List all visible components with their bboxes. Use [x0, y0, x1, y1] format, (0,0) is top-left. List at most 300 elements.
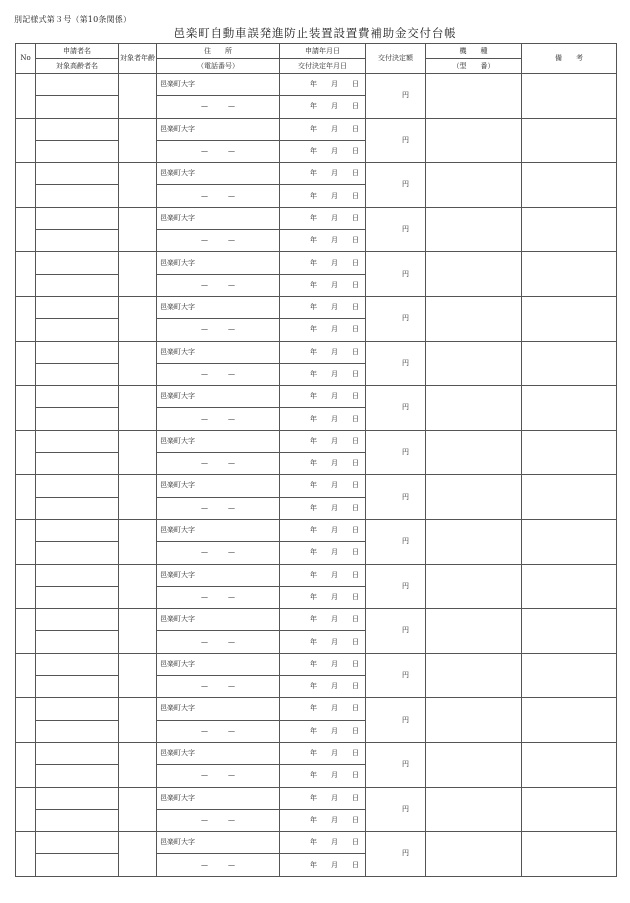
decision-date-cell[interactable] — [280, 809, 366, 831]
address-prefix: 邑楽町大字 — [160, 615, 195, 624]
target-age-cell[interactable] — [119, 252, 157, 297]
ledger-entry — [16, 609, 617, 631]
phone-cell[interactable] — [157, 720, 280, 742]
month-label: 月 — [331, 258, 338, 267]
remarks-cell[interactable] — [522, 118, 617, 163]
address-prefix: 邑楽町大字 — [160, 303, 195, 312]
ledger-entry — [16, 296, 617, 318]
day-label: 日 — [352, 704, 359, 713]
phone-dash: — — [228, 503, 235, 512]
model-cell[interactable] — [426, 698, 522, 743]
document-title: 邑楽町自動車誤発進防止装置設置費補助金交付台帳 — [173, 26, 457, 40]
model-cell[interactable] — [426, 430, 522, 475]
phone-cell[interactable] — [157, 586, 280, 608]
applicant-name-cell[interactable] — [36, 207, 119, 229]
address-cell[interactable] — [157, 787, 280, 809]
decision-date-cell[interactable] — [280, 631, 366, 653]
ledger-entry — [16, 564, 617, 586]
decision-amount-cell[interactable] — [366, 609, 426, 654]
month-label: 月 — [331, 325, 338, 334]
address-cell[interactable] — [157, 386, 280, 408]
day-label: 日 — [352, 191, 359, 200]
remarks-cell[interactable] — [522, 698, 617, 743]
model-cell[interactable] — [426, 742, 522, 787]
address-prefix: 邑楽町大字 — [160, 659, 195, 668]
target-age-cell[interactable] — [119, 118, 157, 163]
remarks-cell[interactable] — [522, 341, 617, 386]
phone-cell[interactable] — [157, 408, 280, 430]
ledger-entry — [16, 742, 617, 764]
model-cell[interactable] — [426, 296, 522, 341]
phone-cell[interactable] — [157, 542, 280, 564]
target-elder-name-cell[interactable] — [36, 586, 119, 608]
remarks-cell[interactable] — [522, 609, 617, 654]
year-label: 年 — [310, 436, 317, 445]
decision-amount-cell[interactable] — [366, 742, 426, 787]
remarks-cell[interactable] — [522, 564, 617, 609]
month-label: 月 — [331, 303, 338, 312]
application-date-cell[interactable] — [280, 609, 366, 631]
applicant-name-cell[interactable] — [36, 475, 119, 497]
decision-date-cell[interactable] — [280, 854, 366, 876]
entry-no-cell[interactable] — [16, 163, 36, 208]
month-label: 月 — [331, 749, 338, 758]
decision-date-cell[interactable] — [280, 720, 366, 742]
target-elder-name-cell[interactable] — [36, 676, 119, 698]
decision-amount-cell[interactable] — [366, 74, 426, 119]
year-label: 年 — [310, 637, 317, 646]
year-label: 年 — [310, 80, 317, 89]
phone-cell[interactable] — [157, 230, 280, 252]
year-label: 年 — [310, 414, 317, 423]
entry-no-cell[interactable] — [16, 430, 36, 475]
target-age-cell[interactable] — [119, 698, 157, 743]
model-cell[interactable] — [426, 386, 522, 431]
decision-date-cell[interactable] — [280, 140, 366, 162]
ledger-entry — [16, 519, 617, 541]
address-prefix: 邑楽町大字 — [160, 80, 195, 89]
day-label: 日 — [352, 414, 359, 423]
application-date-cell[interactable] — [280, 207, 366, 229]
month-label: 月 — [331, 191, 338, 200]
target-age-cell[interactable] — [119, 519, 157, 564]
entry-no-cell[interactable] — [16, 787, 36, 832]
month-label: 月 — [331, 503, 338, 512]
application-date-cell[interactable] — [280, 653, 366, 675]
yen-label: 円 — [402, 849, 409, 858]
year-label: 年 — [310, 771, 317, 780]
address-prefix: 邑楽町大字 — [160, 124, 195, 133]
year-label: 年 — [310, 102, 317, 111]
decision-date-cell[interactable] — [280, 586, 366, 608]
yen-label: 円 — [402, 537, 409, 546]
entry-no-cell[interactable] — [16, 564, 36, 609]
address-cell[interactable] — [157, 519, 280, 541]
application-date-cell[interactable] — [280, 698, 366, 720]
applicant-name-cell[interactable] — [36, 430, 119, 452]
remarks-cell[interactable] — [522, 742, 617, 787]
day-label: 日 — [352, 815, 359, 824]
decision-amount-cell[interactable] — [366, 430, 426, 475]
address-cell[interactable] — [157, 564, 280, 586]
phone-cell[interactable] — [157, 185, 280, 207]
day-label: 日 — [352, 793, 359, 802]
decision-amount-cell[interactable] — [366, 341, 426, 386]
target-elder-name-cell[interactable] — [36, 408, 119, 430]
phone-cell[interactable] — [157, 631, 280, 653]
day-label: 日 — [352, 236, 359, 245]
model-cell[interactable] — [426, 653, 522, 698]
applicant-name-cell[interactable] — [36, 296, 119, 318]
target-elder-name-cell[interactable] — [36, 96, 119, 118]
decision-amount-cell[interactable] — [366, 653, 426, 698]
target-age-cell[interactable] — [119, 163, 157, 208]
entry-no-cell[interactable] — [16, 742, 36, 787]
month-label: 月 — [331, 370, 338, 378]
application-date-cell[interactable] — [280, 832, 366, 854]
target-age-cell[interactable] — [119, 653, 157, 698]
application-date-cell[interactable] — [280, 341, 366, 363]
entry-no-cell[interactable] — [16, 653, 36, 698]
yen-label: 円 — [402, 760, 409, 769]
month-label: 月 — [331, 704, 338, 713]
address-cell[interactable] — [157, 430, 280, 452]
address-prefix: 邑楽町大字 — [160, 793, 195, 802]
day-label: 日 — [352, 147, 359, 156]
ledger-entry — [16, 207, 617, 229]
model-cell[interactable] — [426, 163, 522, 208]
decision-date-cell[interactable] — [280, 497, 366, 519]
address-cell[interactable] — [157, 252, 280, 274]
applicant-name-cell[interactable] — [36, 252, 119, 274]
year-label: 年 — [310, 570, 317, 579]
address-cell[interactable] — [157, 475, 280, 497]
address-cell[interactable] — [157, 296, 280, 318]
phone-dash: — — [201, 147, 208, 156]
application-date-cell[interactable] — [280, 475, 366, 497]
applicant-name-cell[interactable] — [36, 519, 119, 541]
subsidy-ledger-table — [15, 43, 617, 877]
address-prefix: 邑楽町大字 — [160, 570, 195, 579]
address-cell[interactable] — [157, 207, 280, 229]
address-cell[interactable] — [157, 118, 280, 140]
remarks-cell[interactable] — [522, 207, 617, 252]
address-cell[interactable] — [157, 653, 280, 675]
entry-no-cell[interactable] — [16, 207, 36, 252]
target-elder-name-cell[interactable] — [36, 274, 119, 296]
day-label: 日 — [352, 213, 359, 222]
day-label: 日 — [352, 570, 359, 579]
entry-no-cell[interactable] — [16, 118, 36, 163]
application-date-cell[interactable] — [280, 742, 366, 764]
phone-cell[interactable] — [157, 765, 280, 787]
yen-label: 円 — [402, 180, 409, 189]
decision-date-cell[interactable] — [280, 676, 366, 698]
applicant-name-cell[interactable] — [36, 653, 119, 675]
application-date-cell[interactable] — [280, 74, 366, 96]
day-label: 日 — [352, 749, 359, 758]
target-elder-name-cell[interactable] — [36, 854, 119, 876]
entry-no-cell[interactable] — [16, 252, 36, 297]
model-cell[interactable] — [426, 609, 522, 654]
target-elder-name-cell[interactable] — [36, 319, 119, 341]
month-label: 月 — [331, 815, 338, 824]
decision-date-cell[interactable] — [280, 319, 366, 341]
day-label: 日 — [352, 392, 359, 401]
remarks-cell[interactable] — [522, 74, 617, 119]
remarks-cell[interactable] — [522, 475, 617, 520]
address-cell[interactable] — [157, 341, 280, 363]
yen-label: 円 — [402, 804, 409, 813]
model-cell[interactable] — [426, 832, 522, 877]
header-decision-amount: 交付決定額 — [366, 44, 426, 74]
application-date-cell[interactable] — [280, 118, 366, 140]
entry-no-cell[interactable] — [16, 74, 36, 119]
address-prefix: 邑楽町大字 — [160, 838, 195, 847]
yen-label: 円 — [402, 358, 409, 367]
phone-cell[interactable] — [157, 96, 280, 118]
header-address: 住 所 — [157, 44, 280, 59]
phone-cell[interactable] — [157, 854, 280, 876]
entry-no-cell[interactable] — [16, 341, 36, 386]
application-date-cell[interactable] — [280, 564, 366, 586]
phone-dash: — — [201, 726, 208, 735]
ledger-entry — [16, 341, 617, 363]
ledger-entry — [16, 386, 617, 408]
model-cell[interactable] — [426, 787, 522, 832]
decision-date-cell[interactable] — [280, 542, 366, 564]
decision-amount-cell[interactable] — [366, 252, 426, 297]
decision-date-cell[interactable] — [280, 185, 366, 207]
target-age-cell[interactable] — [119, 207, 157, 252]
phone-dash: — — [201, 414, 208, 423]
entry-no-cell[interactable] — [16, 475, 36, 520]
address-cell[interactable] — [157, 609, 280, 631]
entry-no-cell[interactable] — [16, 296, 36, 341]
address-cell[interactable] — [157, 163, 280, 185]
phone-cell[interactable] — [157, 363, 280, 385]
decision-date-cell[interactable] — [280, 96, 366, 118]
ledger-entry — [16, 252, 617, 274]
applicant-name-cell[interactable] — [36, 564, 119, 586]
decision-amount-cell[interactable] — [366, 163, 426, 208]
yen-label: 円 — [402, 403, 409, 412]
decision-amount-cell[interactable] — [366, 296, 426, 341]
phone-dash: — — [201, 548, 208, 557]
phone-dash: — — [228, 191, 235, 200]
target-age-cell[interactable] — [119, 564, 157, 609]
model-cell[interactable] — [426, 341, 522, 386]
target-age-cell[interactable] — [119, 475, 157, 520]
model-cell[interactable] — [426, 564, 522, 609]
year-label: 年 — [310, 124, 317, 133]
month-label: 月 — [331, 102, 338, 111]
address-prefix: 邑楽町大字 — [160, 169, 195, 178]
remarks-cell[interactable] — [522, 163, 617, 208]
year-label: 年 — [310, 749, 317, 758]
entry-no-cell[interactable] — [16, 609, 36, 654]
target-elder-name-cell[interactable] — [36, 809, 119, 831]
target-elder-name-cell[interactable] — [36, 230, 119, 252]
phone-dash: — — [201, 860, 208, 869]
target-elder-name-cell[interactable] — [36, 497, 119, 519]
day-label: 日 — [352, 615, 359, 624]
target-elder-name-cell[interactable] — [36, 363, 119, 385]
phone-dash: — — [201, 191, 208, 200]
year-label: 年 — [310, 481, 317, 490]
target-elder-name-cell[interactable] — [36, 453, 119, 475]
entry-no-cell[interactable] — [16, 698, 36, 743]
decision-date-cell[interactable] — [280, 363, 366, 385]
decision-amount-cell[interactable] — [366, 386, 426, 431]
applicant-name-cell[interactable] — [36, 163, 119, 185]
target-age-cell[interactable] — [119, 430, 157, 475]
phone-cell[interactable] — [157, 809, 280, 831]
phone-dash: — — [201, 592, 208, 601]
year-label: 年 — [310, 704, 317, 713]
phone-dash: — — [228, 771, 235, 780]
target-elder-name-cell[interactable] — [36, 631, 119, 653]
target-age-cell[interactable] — [119, 787, 157, 832]
month-label: 月 — [331, 570, 338, 579]
model-cell[interactable] — [426, 207, 522, 252]
header-phone: （電話番号） — [157, 59, 280, 74]
address-cell[interactable] — [157, 698, 280, 720]
entry-no-cell[interactable] — [16, 832, 36, 877]
day-label: 日 — [352, 771, 359, 780]
year-label: 年 — [310, 615, 317, 624]
applicant-name-cell[interactable] — [36, 74, 119, 96]
month-label: 月 — [331, 771, 338, 780]
target-age-cell[interactable] — [119, 386, 157, 431]
applicant-name-cell[interactable] — [36, 386, 119, 408]
year-label: 年 — [310, 147, 317, 156]
decision-amount-cell[interactable] — [366, 118, 426, 163]
phone-cell[interactable] — [157, 274, 280, 296]
day-label: 日 — [352, 370, 359, 378]
application-date-cell[interactable] — [280, 386, 366, 408]
model-cell[interactable] — [426, 74, 522, 119]
applicant-name-cell[interactable] — [36, 609, 119, 631]
target-elder-name-cell[interactable] — [36, 720, 119, 742]
remarks-cell[interactable] — [522, 832, 617, 877]
month-label: 月 — [331, 481, 338, 490]
ledger-entry — [16, 475, 617, 497]
application-date-cell[interactable] — [280, 163, 366, 185]
remarks-cell[interactable] — [522, 430, 617, 475]
entry-no-cell[interactable] — [16, 519, 36, 564]
yen-label: 円 — [402, 448, 409, 457]
day-label: 日 — [352, 637, 359, 646]
decision-amount-cell[interactable] — [366, 207, 426, 252]
applicant-name-cell[interactable] — [36, 698, 119, 720]
month-label: 月 — [331, 592, 338, 601]
phone-dash: — — [228, 592, 235, 601]
target-age-cell[interactable] — [119, 296, 157, 341]
decision-amount-cell[interactable] — [366, 832, 426, 877]
ledger-entry — [16, 430, 617, 452]
application-date-cell[interactable] — [280, 430, 366, 452]
year-label: 年 — [310, 503, 317, 512]
form-number: 別記様式第３号（第10条関係） — [14, 15, 132, 24]
applicant-name-cell[interactable] — [36, 118, 119, 140]
remarks-cell[interactable] — [522, 787, 617, 832]
target-age-cell[interactable] — [119, 609, 157, 654]
yen-label: 円 — [402, 581, 409, 590]
yen-label: 円 — [402, 492, 409, 501]
phone-cell[interactable] — [157, 497, 280, 519]
target-elder-name-cell[interactable] — [36, 542, 119, 564]
target-elder-name-cell[interactable] — [36, 185, 119, 207]
target-age-cell[interactable] — [119, 74, 157, 119]
application-date-cell[interactable] — [280, 296, 366, 318]
phone-cell[interactable] — [157, 319, 280, 341]
target-age-cell[interactable] — [119, 742, 157, 787]
year-label: 年 — [310, 860, 317, 869]
remarks-cell[interactable] — [522, 296, 617, 341]
decision-date-cell[interactable] — [280, 408, 366, 430]
day-label: 日 — [352, 526, 359, 535]
target-elder-name-cell[interactable] — [36, 765, 119, 787]
decision-amount-cell[interactable] — [366, 787, 426, 832]
application-date-cell[interactable] — [280, 252, 366, 274]
month-label: 月 — [331, 459, 338, 468]
month-label: 月 — [331, 213, 338, 222]
remarks-cell[interactable] — [522, 653, 617, 698]
applicant-name-cell[interactable] — [36, 832, 119, 854]
month-label: 月 — [331, 793, 338, 802]
day-label: 日 — [352, 592, 359, 601]
remarks-cell[interactable] — [522, 252, 617, 297]
month-label: 月 — [331, 414, 338, 423]
decision-date-cell[interactable] — [280, 765, 366, 787]
month-label: 月 — [331, 436, 338, 445]
remarks-cell[interactable] — [522, 519, 617, 564]
phone-cell[interactable] — [157, 453, 280, 475]
phone-cell[interactable] — [157, 676, 280, 698]
address-cell[interactable] — [157, 832, 280, 854]
model-cell[interactable] — [426, 475, 522, 520]
applicant-name-cell[interactable] — [36, 341, 119, 363]
decision-amount-cell[interactable] — [366, 475, 426, 520]
decision-date-cell[interactable] — [280, 230, 366, 252]
year-label: 年 — [310, 280, 317, 289]
model-cell[interactable] — [426, 519, 522, 564]
remarks-cell[interactable] — [522, 386, 617, 431]
decision-date-cell[interactable] — [280, 453, 366, 475]
phone-dash: — — [201, 102, 208, 111]
target-elder-name-cell[interactable] — [36, 140, 119, 162]
year-label: 年 — [310, 592, 317, 601]
applicant-name-cell[interactable] — [36, 787, 119, 809]
model-cell[interactable] — [426, 252, 522, 297]
decision-amount-cell[interactable] — [366, 564, 426, 609]
applicant-name-cell[interactable] — [36, 742, 119, 764]
decision-amount-cell[interactable] — [366, 698, 426, 743]
phone-dash: — — [228, 637, 235, 646]
decision-amount-cell[interactable] — [366, 519, 426, 564]
application-date-cell[interactable] — [280, 519, 366, 541]
application-date-cell[interactable] — [280, 787, 366, 809]
target-age-cell[interactable] — [119, 832, 157, 877]
entry-no-cell[interactable] — [16, 386, 36, 431]
decision-date-cell[interactable] — [280, 274, 366, 296]
phone-cell[interactable] — [157, 140, 280, 162]
target-age-cell[interactable] — [119, 341, 157, 386]
address-cell[interactable] — [157, 742, 280, 764]
model-cell[interactable] — [426, 118, 522, 163]
address-cell[interactable] — [157, 74, 280, 96]
